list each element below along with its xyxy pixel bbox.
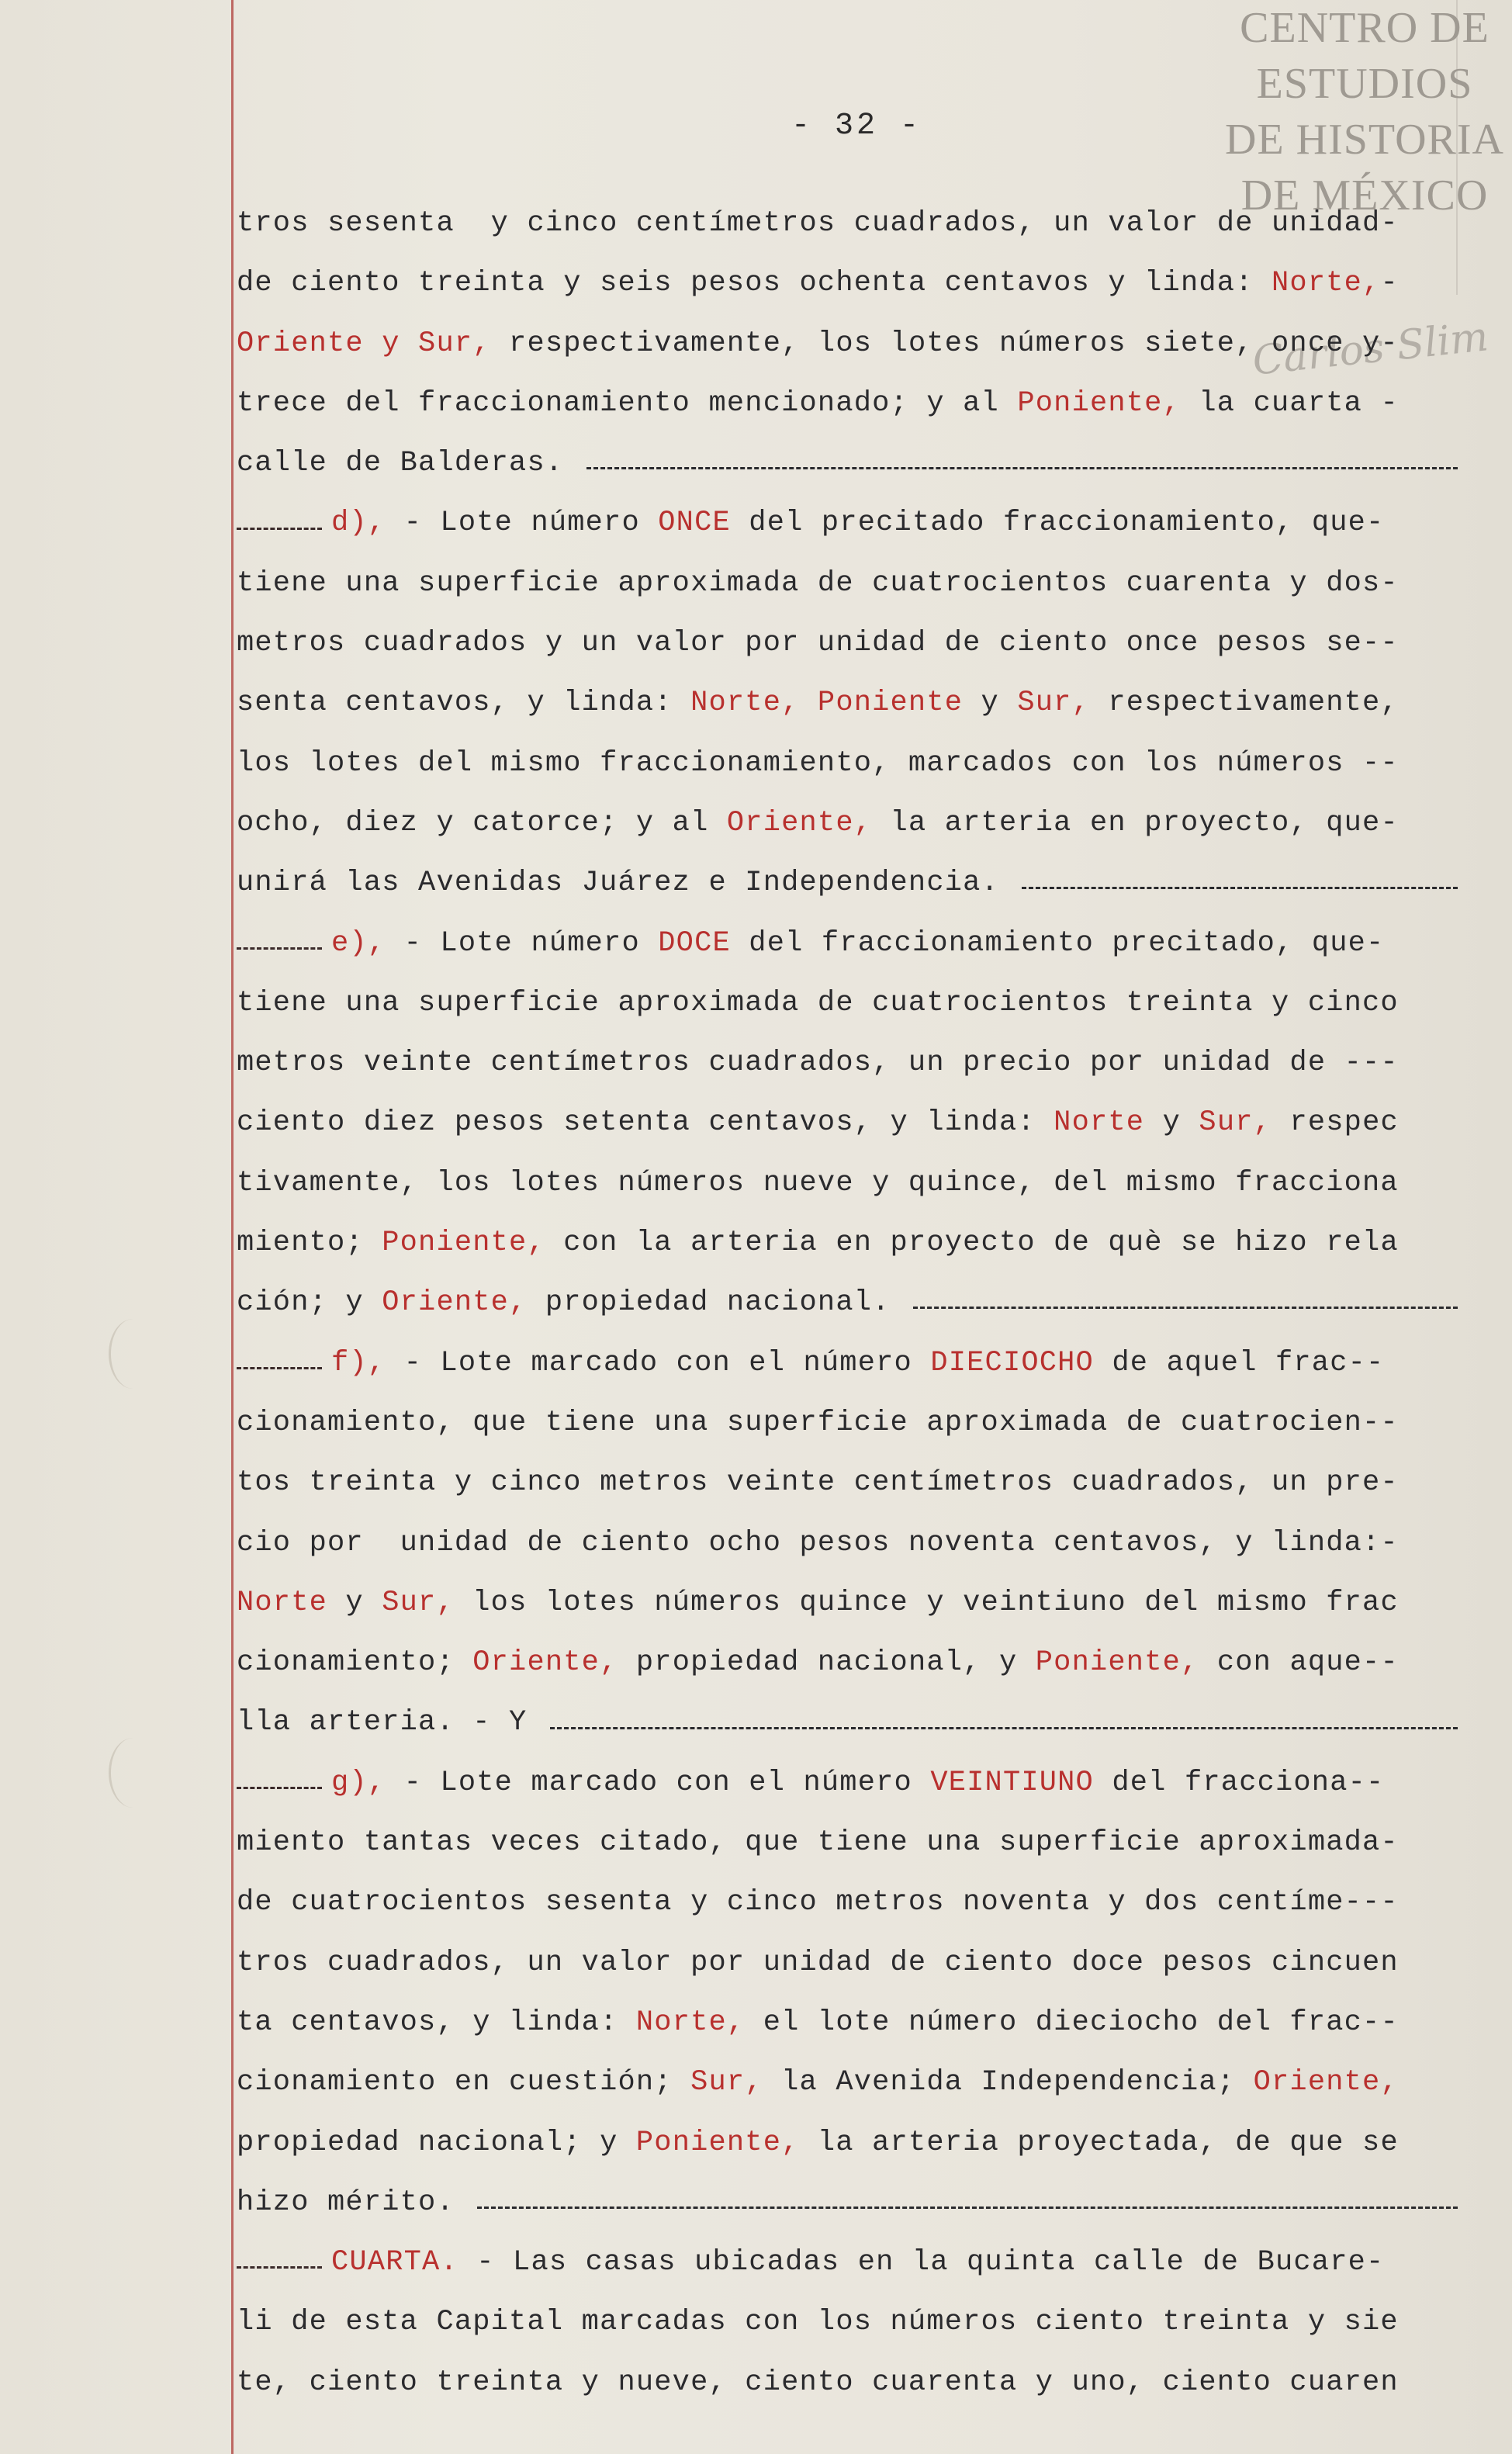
watermark-signature: Carlos Slim — [1250, 313, 1491, 385]
highlighted-term: VEINTIUNO — [930, 1766, 1094, 1799]
highlighted-term: Norte, — [1272, 267, 1381, 300]
highlighted-term: g), — [331, 1766, 386, 1799]
text-line — [237, 554, 1462, 614]
text-line — [237, 434, 1462, 493]
text-segment: propiedad nacional, y — [618, 1646, 1036, 1680]
text-segment: - Lote número — [386, 507, 659, 540]
filler-dashes — [913, 1307, 1458, 1309]
text-segment: tros sesenta y cinco centímetros cuadrados, un valor de unidad- — [237, 207, 1399, 240]
leader-dashes — [237, 947, 322, 950]
text-segment: el lote número dieciocho del frac-- — [745, 2006, 1399, 2039]
highlighted-term: Norte, Poniente — [690, 687, 964, 720]
highlighted-term: Oriente, — [1253, 2066, 1399, 2099]
text-segment: la Avenida Independencia; — [763, 2066, 1254, 2099]
text-line — [237, 1514, 1462, 1573]
text-line — [237, 914, 1462, 974]
text-segment: ocho, diez y catorce; y al — [237, 806, 727, 839]
text-segment: la arteria proyectada, de que se — [799, 2126, 1399, 2159]
watermark-line: DE MÉXICO — [1240, 171, 1489, 220]
text-segment: metros cuadrados y un valor por unidad de ciento once pesos se-- — [237, 627, 1399, 660]
text-segment: li de esta Capital marcadas con los números ciento treinta y sie — [237, 2306, 1399, 2339]
text-segment: ta centavos, y linda: — [237, 2006, 636, 2039]
text-segment: hizo mérito. — [237, 2186, 473, 2219]
text-line — [237, 2233, 1462, 2293]
highlighted-term: Poniente, — [1035, 1646, 1199, 1680]
text-line — [237, 1213, 1462, 1273]
text-segment: de ciento treinta y seis pesos ochenta centavos y linda: — [237, 267, 1272, 300]
margin-rule — [231, 0, 234, 2454]
highlighted-term: Sur, — [1017, 687, 1090, 720]
text-line — [237, 1693, 1462, 1753]
text-line — [237, 2173, 1462, 2233]
text-segment: los lotes del mismo fraccionamiento, marcados con los números -- — [237, 746, 1399, 780]
text-segment: unirá las Avenidas Juárez e Independencia. — [237, 867, 1018, 900]
text-segment: la cuarta - — [1181, 386, 1399, 420]
text-line — [237, 2353, 1462, 2413]
text-line — [237, 2293, 1462, 2352]
text-segment: miento; — [237, 1227, 382, 1260]
leader-dashes — [237, 1367, 322, 1369]
text-line — [237, 853, 1462, 913]
text-line — [237, 1753, 1462, 1813]
text-segment: tos treinta y cinco metros veinte centímetros cuadrados, un pre- — [237, 1466, 1399, 1500]
text-line — [237, 1393, 1462, 1453]
text-line — [237, 1273, 1462, 1333]
highlighted-term: Norte — [1054, 1106, 1145, 1140]
text-segment: metros veinte centímetros cuadrados, un precio por unidad de --- — [237, 1047, 1399, 1080]
text-segment: ciento diez pesos setenta centavos, y linda: — [237, 1106, 1054, 1140]
page-number: - 32 - — [791, 109, 922, 144]
highlighted-term: Norte — [237, 1586, 328, 1619]
text-line — [237, 734, 1462, 794]
text-segment: los lotes números quince y veintiuno del mismo frac — [454, 1586, 1399, 1619]
text-line — [237, 1033, 1462, 1093]
watermark-line: CENTRO DE — [1240, 4, 1490, 52]
text-line — [237, 493, 1462, 553]
highlighted-term: ONCE — [658, 507, 731, 540]
text-segment: - Lote marcado con el número — [386, 1766, 931, 1799]
highlighted-term: d), — [331, 507, 386, 540]
leader-dashes — [237, 1787, 322, 1789]
text-segment: con aque-- — [1199, 1646, 1399, 1680]
text-segment: propiedad nacional; y — [237, 2126, 636, 2159]
text-segment: ción; y — [237, 1286, 382, 1320]
highlighted-term: Sur, — [1199, 1106, 1272, 1140]
text-line — [237, 1093, 1462, 1153]
text-segment: lla arteria. - Y — [237, 1706, 545, 1739]
text-segment: y — [327, 1586, 382, 1619]
text-segment: y — [1144, 1106, 1199, 1140]
text-segment: tivamente, los lotes números nueve y quince, del mismo fracciona — [237, 1166, 1399, 1199]
text-segment: cionamiento; — [237, 1646, 473, 1680]
text-segment: - Lote número — [386, 926, 659, 960]
text-line — [237, 1873, 1462, 1933]
highlighted-term: f), — [331, 1346, 386, 1379]
text-segment: - Las casas ubicadas en la quinta calle de Bucare- — [458, 2246, 1385, 2279]
text-segment: tiene una superficie aproximada de cuatrocientos treinta y cinco — [237, 986, 1399, 1019]
text-line — [237, 974, 1462, 1033]
watermark — [1217, 0, 1512, 220]
text-line — [237, 2053, 1462, 2113]
text-segment: te, ciento treinta y nueve, ciento cuarenta y uno, ciento cuaren — [237, 2366, 1399, 2399]
highlighted-term: Poniente, — [382, 1227, 545, 1260]
text-line — [237, 1154, 1462, 1213]
text-segment: cionamiento, que tiene una superficie aproximada de cuatrocien-- — [237, 1406, 1399, 1439]
text-segment: cio por unidad de ciento ocho pesos noventa centavos, y linda:- — [237, 1526, 1399, 1559]
text-line — [237, 1633, 1462, 1693]
text-segment: calle de Balderas. — [237, 447, 582, 480]
leader-dashes — [237, 528, 322, 530]
text-segment: y — [963, 687, 1018, 720]
text-segment: de aquel frac-- — [1093, 1346, 1385, 1379]
watermark-line: ESTUDIOS — [1256, 60, 1473, 108]
text-segment: propiedad nacional. — [527, 1286, 908, 1320]
text-segment: la arteria en proyecto, que- — [872, 806, 1399, 839]
text-segment: miento tantas veces citado, que tiene una superficie aproximada- — [237, 1826, 1399, 1860]
text-line — [237, 314, 1462, 374]
text-line — [237, 254, 1462, 313]
text-segment: tiene una superficie aproximada de cuatrocientos cuarenta y dos- — [237, 566, 1399, 600]
text-line — [237, 1453, 1462, 1513]
highlighted-term: Sur, — [690, 2066, 763, 2099]
text-segment: - Lote marcado con el número — [386, 1346, 931, 1379]
text-segment: - — [1380, 267, 1399, 300]
watermark-line: DE HISTORIA — [1225, 116, 1504, 164]
text-segment: tros cuadrados, un valor por unidad de ciento doce pesos cincuen — [237, 1946, 1399, 1979]
highlighted-term: e), — [331, 926, 386, 960]
text-line — [237, 1573, 1462, 1633]
highlighted-term: Oriente y Sur, — [237, 327, 491, 360]
text-line — [237, 614, 1462, 673]
text-segment: del fraccionamiento precitado, que- — [730, 926, 1385, 960]
text-segment: del precitado fraccionamiento, que- — [730, 507, 1385, 540]
punch-hole-mark — [109, 1319, 157, 1389]
leader-dashes — [237, 2266, 322, 2269]
text-line — [237, 194, 1462, 254]
text-line — [237, 794, 1462, 853]
highlighted-term: DIECIOCHO — [930, 1346, 1094, 1379]
text-line — [237, 1993, 1462, 2053]
text-line — [237, 374, 1462, 434]
highlighted-term: Oriente, — [472, 1646, 618, 1680]
filler-dashes — [550, 1727, 1458, 1729]
text-segment: de cuatrocientos sesenta y cinco metros noventa y dos centíme--- — [237, 1886, 1399, 1919]
filler-dashes — [477, 2207, 1458, 2209]
text-line — [237, 2113, 1462, 2173]
text-line — [237, 1933, 1462, 1993]
text-segment: respec — [1272, 1106, 1399, 1140]
text-line — [237, 1334, 1462, 1393]
punch-hole-mark — [109, 1738, 157, 1808]
highlighted-term: Norte, — [635, 2006, 746, 2039]
text-segment: con la arteria en proyecto de què se hizo rela — [545, 1227, 1399, 1260]
text-line — [237, 1813, 1462, 1873]
highlighted-term: Poniente, — [635, 2126, 800, 2159]
filler-dashes — [1022, 887, 1458, 889]
text-segment: trece del fraccionamiento mencionado; y al — [237, 386, 1018, 420]
text-segment: respectivamente, los lotes números siete, once y- — [490, 327, 1399, 360]
highlighted-term: CUARTA. — [331, 2246, 458, 2279]
text-line — [237, 673, 1462, 733]
text-segment: cionamiento en cuestión; — [237, 2066, 691, 2099]
highlighted-term: Sur, — [382, 1586, 455, 1619]
highlighted-term: DOCE — [658, 926, 731, 960]
typed-text-body — [237, 194, 1462, 2413]
highlighted-term: Oriente, — [382, 1286, 528, 1320]
filler-dashes — [586, 467, 1458, 469]
text-segment: senta centavos, y linda: — [237, 687, 691, 720]
text-segment: del fracciona-- — [1093, 1766, 1385, 1799]
highlighted-term: Poniente, — [1017, 386, 1181, 420]
highlighted-term: Oriente, — [726, 806, 873, 839]
text-segment: respectivamente, — [1090, 687, 1399, 720]
